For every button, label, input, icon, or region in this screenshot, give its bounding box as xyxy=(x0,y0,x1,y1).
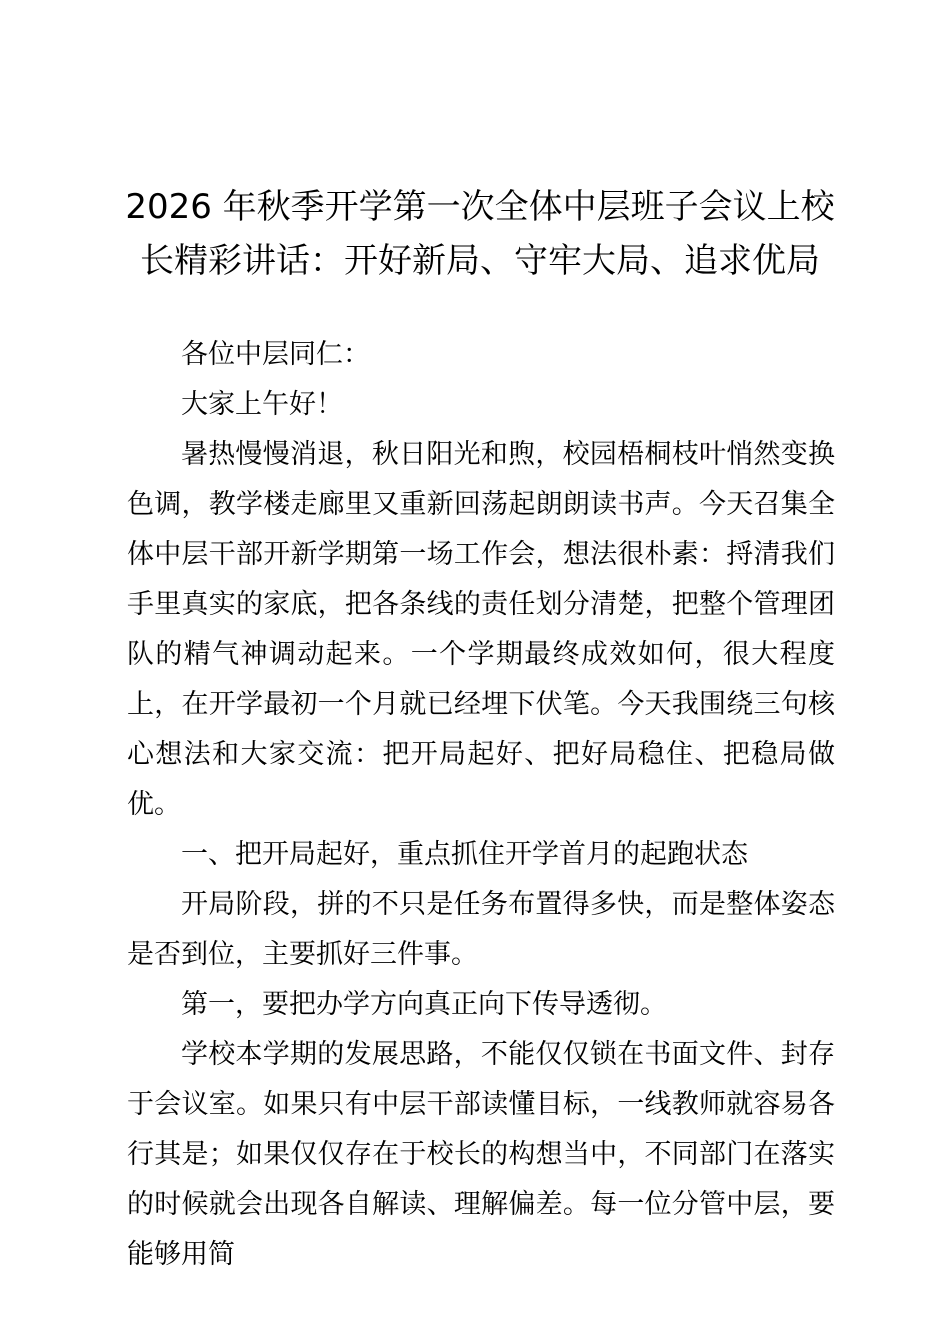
point-1-body: 学校本学期的发展思路，不能仅仅锁在书面文件、封存于会议室。如果只有中层干部读懂目标，一线教师就容易各行其是；如果仅仅存在于校长的构想当中，不同部门在落实的时候就会出现各自解读、理解偏差。每一位分管中层，要能够用简 xyxy=(127,1039,835,1270)
document-body xyxy=(127,330,835,1280)
salutation: 各位中层同仁： xyxy=(181,339,370,370)
section-1-intro: 开局阶段，拼的不只是任务布置得多快，而是整体姿态是否到位，主要抓好三件事。 xyxy=(127,889,835,970)
opening-paragraph: 暑热慢慢消退，秋日阳光和煦，校园梧桐枝叶悄然变换色调，教学楼走廊里又重新回荡起朗朗读书声。今天召集全体中层干部开新学期第一场工作会，想法很朴素：捋清我们手里真实的家底，把各条线的责任划分清楚，把整个管理团队的精气神调动起来。一个学期最终成效如何，很大程度上，在开学最初一个月就已经埋下伏笔。今天我围绕三句核心想法和大家交流：把开局起好、把好局稳住、把稳局做优。 xyxy=(127,439,835,820)
greeting: 大家上午好！ xyxy=(181,389,343,420)
document-title: 2026 年秋季开学第一次全体中层班子会议上校长精彩讲话：开好新局、守牢大局、追求优局 xyxy=(125,187,835,281)
section-heading-1: 一、把开局起好，重点抓住开学首月的起跑状态 xyxy=(181,839,748,870)
point-1-heading: 第一，要把办学方向真正向下传导透彻。 xyxy=(181,989,667,1020)
